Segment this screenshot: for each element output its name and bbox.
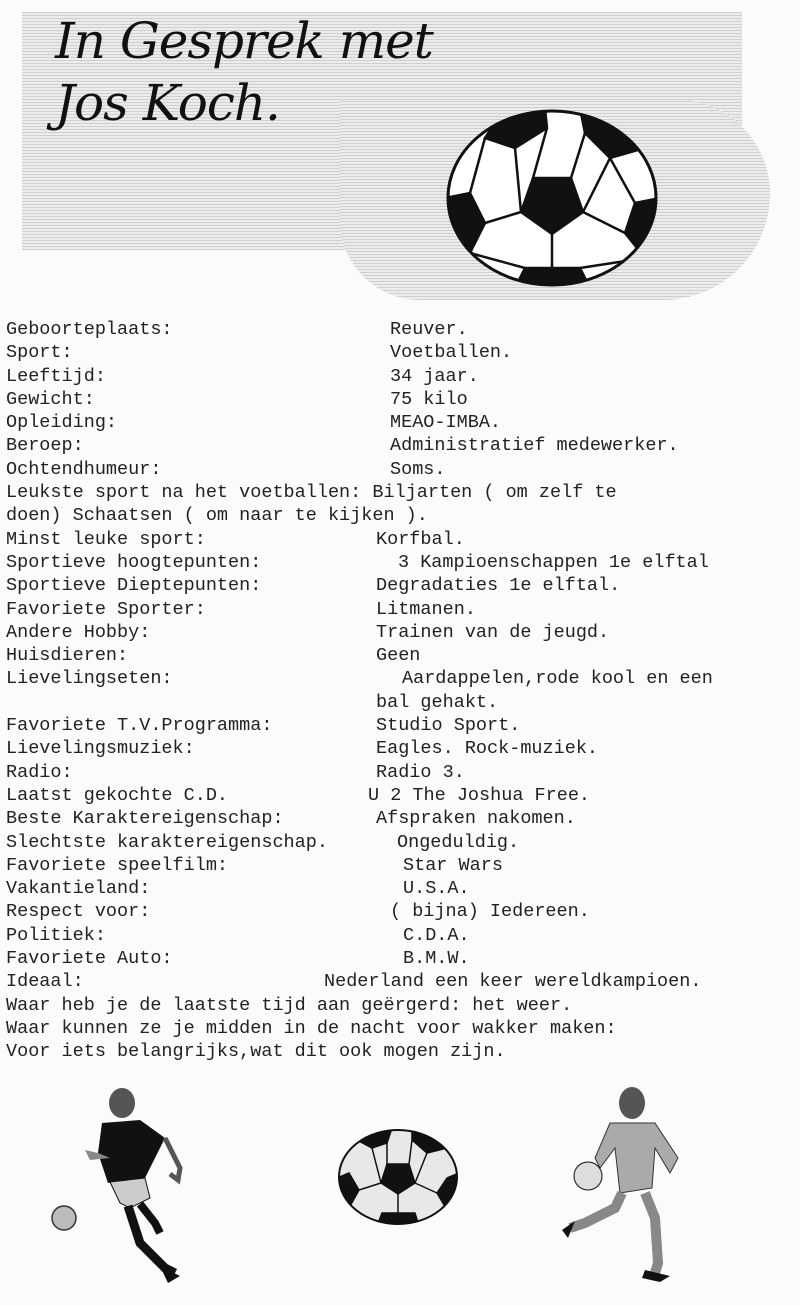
leukste-sport-line-1: Leukste sport na het voetballen: Biljarten ( om zelf te — [6, 482, 617, 504]
soccer-player-kicking-icon — [560, 1078, 760, 1288]
fact-row: Vakantieland: U.S.A. — [6, 878, 470, 900]
fact-row: Beroep: Administratief medewerker. — [6, 435, 679, 457]
leukste-sport-line-2: doen) Schaatsen ( om naar te kijken ). — [6, 505, 428, 527]
fact-row: Minst leuke sport: Korfbal. — [6, 528, 465, 550]
soccer-ball-icon — [445, 108, 660, 288]
closing-line-3: Voor iets belangrijks,wat dit ook mogen zijn. — [6, 1041, 506, 1063]
soccer-player-dribbling-icon — [40, 1078, 230, 1288]
fact-row: Laatst gekochte C.D. U 2 The Joshua Free. — [6, 784, 591, 806]
fact-row: Lievelingsmuziek: Eagles. Rock-muziek. — [6, 738, 599, 760]
fact-row: Favoriete Auto: B.M.W. — [6, 948, 470, 970]
fact-row: Andere Hobby: Trainen van de jeugd. — [6, 621, 610, 643]
fact-row: Sportieve Dieptepunten: Degradaties 1e elftal. — [6, 575, 621, 597]
fact-row: bal gehakt. — [376, 691, 499, 713]
fact-row: Lievelingseten: Aardappelen,rode kool en een — [6, 668, 713, 690]
fact-row: Favoriete T.V.Programma: Studio Sport. — [6, 715, 521, 737]
fact-row: Favoriete speelfilm: Star Wars — [6, 854, 503, 876]
fact-row: Gewicht: 75 kilo — [6, 388, 468, 410]
fact-row: Geboorteplaats: Reuver. — [6, 319, 468, 340]
fact-row: Respect voor: ( bijna) Iedereen. — [6, 901, 590, 923]
fact-row: Ochtendhumeur: Soms. — [6, 458, 446, 480]
fact-row: Politiek: C.D.A. — [6, 924, 470, 946]
fact-row: Favoriete Sporter: Litmanen. — [6, 598, 476, 620]
fact-row: Sport: Voetballen. — [6, 342, 513, 364]
closing-line-2: Waar kunnen ze je midden in de nacht voor wakker maken: — [6, 1017, 617, 1039]
page-title — [55, 10, 433, 134]
fact-row: Leeftijd: 34 jaar. — [6, 365, 479, 387]
closing-line-1: Waar heb je de laatste tijd aan geërgerd: het weer. — [6, 994, 573, 1016]
fact-row: Slechtste karaktereigenschap. Ongeduldig. — [6, 831, 520, 853]
fact-row: Radio: Radio 3. — [6, 761, 465, 783]
fact-row: Sportieve hoogtepunten: 3 Kampioenschappen 1e elftal — [6, 551, 709, 573]
profile-facts — [6, 318, 713, 1064]
fact-row: Opleiding: MEAO-IMBA. — [6, 412, 502, 434]
title-line-2: Jos Koch. — [55, 74, 280, 132]
fact-row: Beste Karaktereigenschap: Afspraken nakomen. — [6, 808, 576, 830]
fact-row: Huisdieren: Geen — [6, 645, 421, 667]
title-line-1: In Gesprek met — [55, 12, 433, 70]
soccer-ball-icon — [337, 1128, 459, 1226]
bottom-illustrations — [0, 1070, 800, 1305]
fact-row: Ideaal: Nederland een keer wereldkampioen. — [6, 971, 702, 993]
